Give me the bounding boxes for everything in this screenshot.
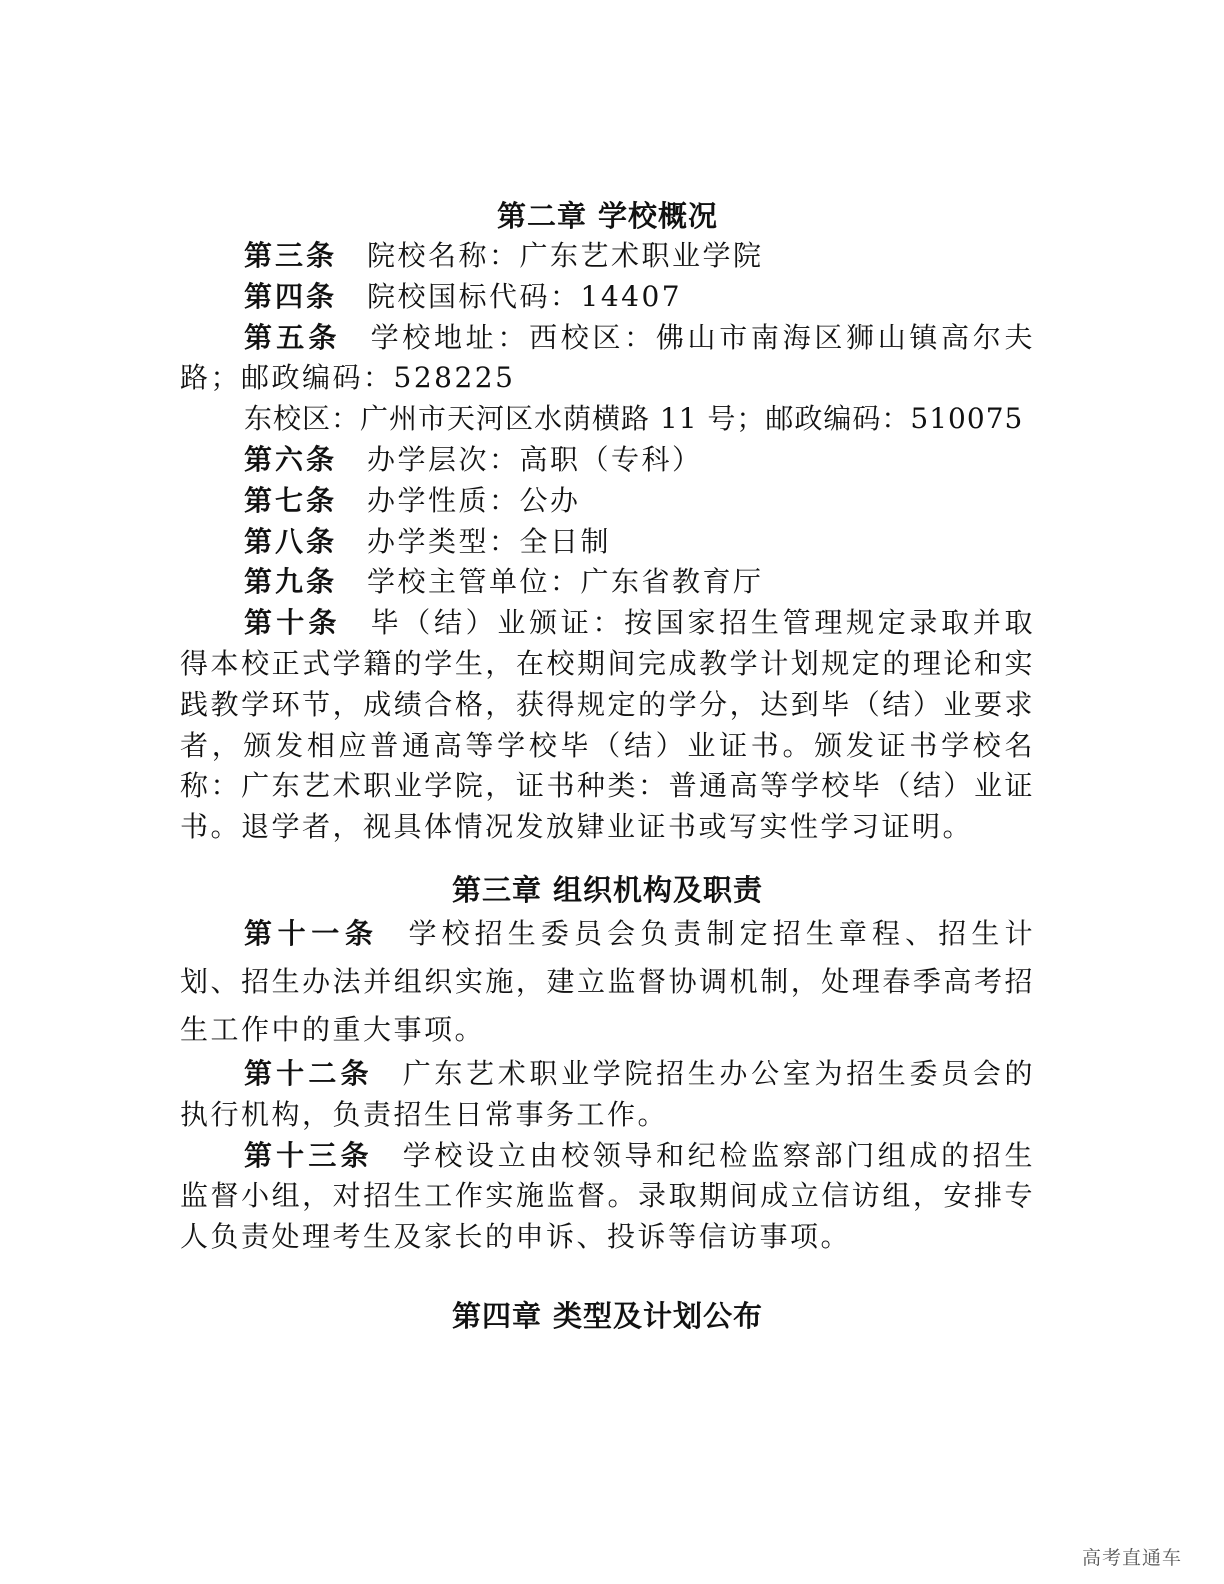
chapter-2-heading: 第二章 学校概况 [496, 199, 719, 233]
article-9-text: 学校主管单位：广东省教育厅 [367, 565, 764, 599]
article-7-label: 第七条 [244, 483, 338, 517]
watermark-text: 高考直通车 [1081, 1547, 1182, 1569]
article-8-label: 第八条 [244, 524, 338, 558]
article-9 [180, 562, 1035, 603]
chapter-4-heading: 第四章 类型及计划公布 [451, 1298, 764, 1333]
article-7 [180, 481, 1035, 522]
article-9-label: 第九条 [244, 565, 338, 599]
article-13-label: 第十三条 [244, 1138, 373, 1172]
article-11 [180, 910, 1035, 1054]
article-7-text: 办学性质：公办 [367, 483, 581, 517]
article-12 [180, 1054, 1035, 1136]
article-3-text: 院校名称：广东艺术职业学院 [367, 239, 764, 272]
article-12-text: 广东艺术职业学院招生办公室为招生委员会的执行机构，负责招生日常事务工作。 [180, 1056, 1035, 1131]
article-10-label: 第十条 [244, 606, 341, 640]
article-6 [180, 440, 1035, 481]
article-5-text: 学校地址：西校区：佛山市南海区狮山镇高尔夫路；邮政编码：528225 [180, 320, 1035, 395]
article-5 [180, 318, 1035, 400]
article-12-label: 第十二条 [244, 1056, 373, 1090]
article-10 [180, 603, 1035, 848]
article-8-text: 办学类型：全日制 [367, 524, 612, 558]
article-10-text: 毕（结）业颁证：按国家招生管理规定录取并取得本校正式学籍的学生，在校期间完成教学计划规定的理论和实践教学环节，成绩合格，获得规定的学分，达到毕（结）业要求者，颁发相应普通高等学校毕（结）业证书。颁发证书学校名称：广东艺术职业学院，证书种类：普通高等学校毕（结）业证书。退学者，视具体情况发放肄业证书或写实性学习证明。 [180, 606, 1035, 844]
article-3 [180, 236, 1035, 277]
article-5-label: 第五条 [244, 320, 341, 354]
chapter-3-heading: 第三章 组织机构及职责 [451, 872, 764, 907]
article-4 [180, 277, 1035, 318]
article-8 [180, 522, 1035, 563]
article-3-label: 第三条 [244, 239, 338, 272]
article-4-text: 院校国标代码：14407 [367, 279, 683, 313]
document-page [180, 196, 1035, 1336]
article-6-text: 办学层次：高职（专科） [367, 442, 703, 476]
article-13 [180, 1136, 1035, 1258]
article-13-text: 学校设立由校领导和纪检监察部门组成的招生监督小组，对招生工作实施监督。录取期间成立信访组，安排专人负责处理考生及家长的申诉、投诉等信访事项。 [180, 1138, 1035, 1254]
article-4-label: 第四条 [244, 279, 338, 313]
article-6-label: 第六条 [244, 442, 338, 476]
article-11-text: 学校招生委员会负责制定招生章程、招生计划、招生办法并组织实施，建立监督协调机制，处理春季高考招生工作中的重大事项。 [180, 916, 1035, 1046]
article-11-label: 第十一条 [244, 916, 379, 950]
article-5-east-campus: 东校区：广州市天河区水荫横路 11 号；邮政编码：510075 [244, 402, 1024, 436]
